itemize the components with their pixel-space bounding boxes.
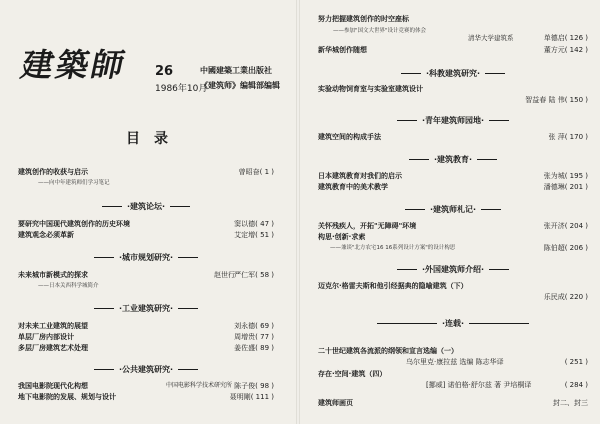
entry-title: 我国电影院现代化构想 xyxy=(18,382,88,390)
toc-entry[interactable] xyxy=(318,346,588,356)
entry-title: 二十世纪建筑各流派的纲领和宣言选编（一） xyxy=(318,347,458,355)
entry-coauthor: 赵世行 xyxy=(214,271,235,279)
entry-title: 建筑观念必须革新 xyxy=(18,231,74,239)
toc-entry[interactable] xyxy=(318,84,588,94)
entry-title: 迈克尔·格雷夫斯和他引经据典的隐喻建筑（下） xyxy=(318,282,468,290)
editor: 《建筑师》编辑部编辑 xyxy=(200,81,280,90)
entry-title: 多层厂房建筑艺术处理 xyxy=(18,344,88,352)
entry-page: ( 284 ) xyxy=(564,381,588,389)
entry-author: 姜佐盛( 89 ) xyxy=(234,344,274,352)
entry-title: 未来城市新模式的探求 xyxy=(18,271,88,279)
section-heading: ·外国建筑师介绍· xyxy=(318,264,588,275)
right-page xyxy=(303,0,600,424)
entry-page: 封二、封三 xyxy=(553,399,588,407)
entry-title: 日本建筑教育对我们的启示 xyxy=(318,172,402,180)
entry-title: 实验动物饲育室与实验室建筑设计 xyxy=(318,85,423,93)
entry-author: 张 萍( 170 ) xyxy=(548,133,588,141)
entry-title: 要研究中国现代建筑创作的历史环境 xyxy=(18,220,130,228)
entry-title: 地下电影院的发展、规划与设计 xyxy=(18,393,116,401)
entry-author: 张开济( 204 ) xyxy=(543,222,588,230)
entry-author: 曾昭奋( 1 ) xyxy=(238,168,274,176)
publisher: 中國建築工業出版社 xyxy=(200,66,272,75)
page-fold xyxy=(296,0,300,424)
entry-title: 建筑创作的收获与启示 xyxy=(18,168,88,176)
section-heading: ·城市规划研究· xyxy=(18,252,274,263)
toc-entry[interactable] xyxy=(318,398,588,408)
entry-subtitle: ——日本关西科学城简介 xyxy=(38,283,99,289)
toc-entry[interactable] xyxy=(318,45,588,55)
section-heading: ·青年建筑师园地· xyxy=(318,115,588,126)
toc-entry[interactable] xyxy=(18,270,274,280)
entry-author: 陈子俊( 98 ) xyxy=(234,382,274,390)
issue-number: 26 xyxy=(155,64,174,79)
toc-entry[interactable] xyxy=(18,332,274,342)
entry-author: 严仁军( 58 ) xyxy=(234,271,274,279)
toc-entry-credit xyxy=(318,95,588,105)
toc-entry-credit xyxy=(318,292,588,302)
section-heading: ·连载· xyxy=(318,318,588,329)
section-heading: ·建筑师札记· xyxy=(318,204,588,215)
toc-entry[interactable] xyxy=(18,381,274,391)
entry-institution: 中国电影科学技术研究所 xyxy=(166,382,233,389)
toc-entry[interactable] xyxy=(18,392,274,402)
entry-author: 窦以德( 47 ) xyxy=(234,220,274,228)
section-heading: ·建筑教育· xyxy=(318,154,588,165)
entry-title: 关怀残疾人，开拓"无障碍"环境 xyxy=(318,222,417,230)
section-heading: ·公共建筑研究· xyxy=(18,364,274,375)
toc-entry[interactable] xyxy=(18,230,274,240)
entry-title: 构思·创新·求索 xyxy=(318,233,366,241)
toc-entry[interactable] xyxy=(18,321,274,331)
entry-title: 建筑师画页 xyxy=(318,399,353,407)
entry-subtitle: ——兼谈"北方农宅16 16系列设计方案"的设计构思 xyxy=(330,245,456,251)
section-heading: ·建筑论坛· xyxy=(18,201,274,212)
section-heading: ·工业建筑研究· xyxy=(18,303,274,314)
toc-entry-credit xyxy=(318,357,588,367)
entry-subtitle: ——向中年建筑师们学习笔记 xyxy=(38,180,110,186)
toc-entry-credit xyxy=(318,243,588,253)
toc-entry[interactable] xyxy=(318,182,588,192)
toc-entry[interactable] xyxy=(318,281,588,291)
entry-author: 单德启( 126 ) xyxy=(543,34,588,42)
toc-title: 目录 xyxy=(126,131,182,147)
toc-entry[interactable] xyxy=(318,14,588,24)
entry-author: 陈伯超( 206 ) xyxy=(543,244,588,252)
left-page xyxy=(0,0,292,424)
entry-title: 建筑教育中的美术教学 xyxy=(318,183,388,191)
section-heading: ·科教建筑研究· xyxy=(318,68,588,79)
entry-author: 潘德琳( 201 ) xyxy=(543,183,588,191)
toc-entry[interactable] xyxy=(318,369,588,379)
entry-subtitle: ——参加"国文大世界"设计竞赛的体会 xyxy=(333,28,427,34)
entry-author: 智益春 陆 伟( 150 ) xyxy=(525,96,588,104)
toc-entry-credit xyxy=(318,33,588,43)
toc-entry[interactable] xyxy=(318,232,588,242)
entry-title: 存在·空间·建筑（四） xyxy=(318,370,387,378)
entry-page: ( 251 ) xyxy=(564,358,588,366)
entry-translator: 乌尔里克·康拉兹 选编 陈志华译 xyxy=(406,358,504,366)
entry-author: 聂明剛( 111 ) xyxy=(229,393,274,401)
entry-translator: [挪威] 诺伯格·舒尔兹 著 尹培桐译 xyxy=(426,381,532,389)
entry-author: 张为城( 195 ) xyxy=(543,172,588,180)
entry-title: 单层厂房内部设计 xyxy=(18,333,74,341)
toc-entry[interactable] xyxy=(18,343,274,353)
toc-entry[interactable] xyxy=(18,219,274,229)
entry-title: 对未来工业建筑的展望 xyxy=(18,322,88,330)
toc-entry[interactable] xyxy=(18,167,274,177)
entry-title: 建筑空间的构成手法 xyxy=(318,133,381,141)
journal-logo: 建築師 xyxy=(17,46,131,84)
entry-author: 董方元( 142 ) xyxy=(543,46,588,54)
toc-entry[interactable] xyxy=(318,171,588,181)
entry-author: 刘永德( 69 ) xyxy=(234,322,274,330)
toc-entry[interactable] xyxy=(318,132,588,142)
issue-date: 1986年10月 xyxy=(155,84,208,94)
entry-author: 乐民成( 220 ) xyxy=(543,293,588,301)
toc-entry-credit xyxy=(318,380,588,390)
toc-entry[interactable] xyxy=(318,221,588,231)
entry-author: 艾定增( 51 ) xyxy=(234,231,274,239)
entry-institution: 清华大学建筑系 xyxy=(468,34,514,42)
entry-title: 努力把握建筑创作的时空座标 xyxy=(318,15,409,23)
entry-author: 周增贵( 77 ) xyxy=(234,333,274,341)
entry-title: 新华城创作随想 xyxy=(318,46,367,54)
